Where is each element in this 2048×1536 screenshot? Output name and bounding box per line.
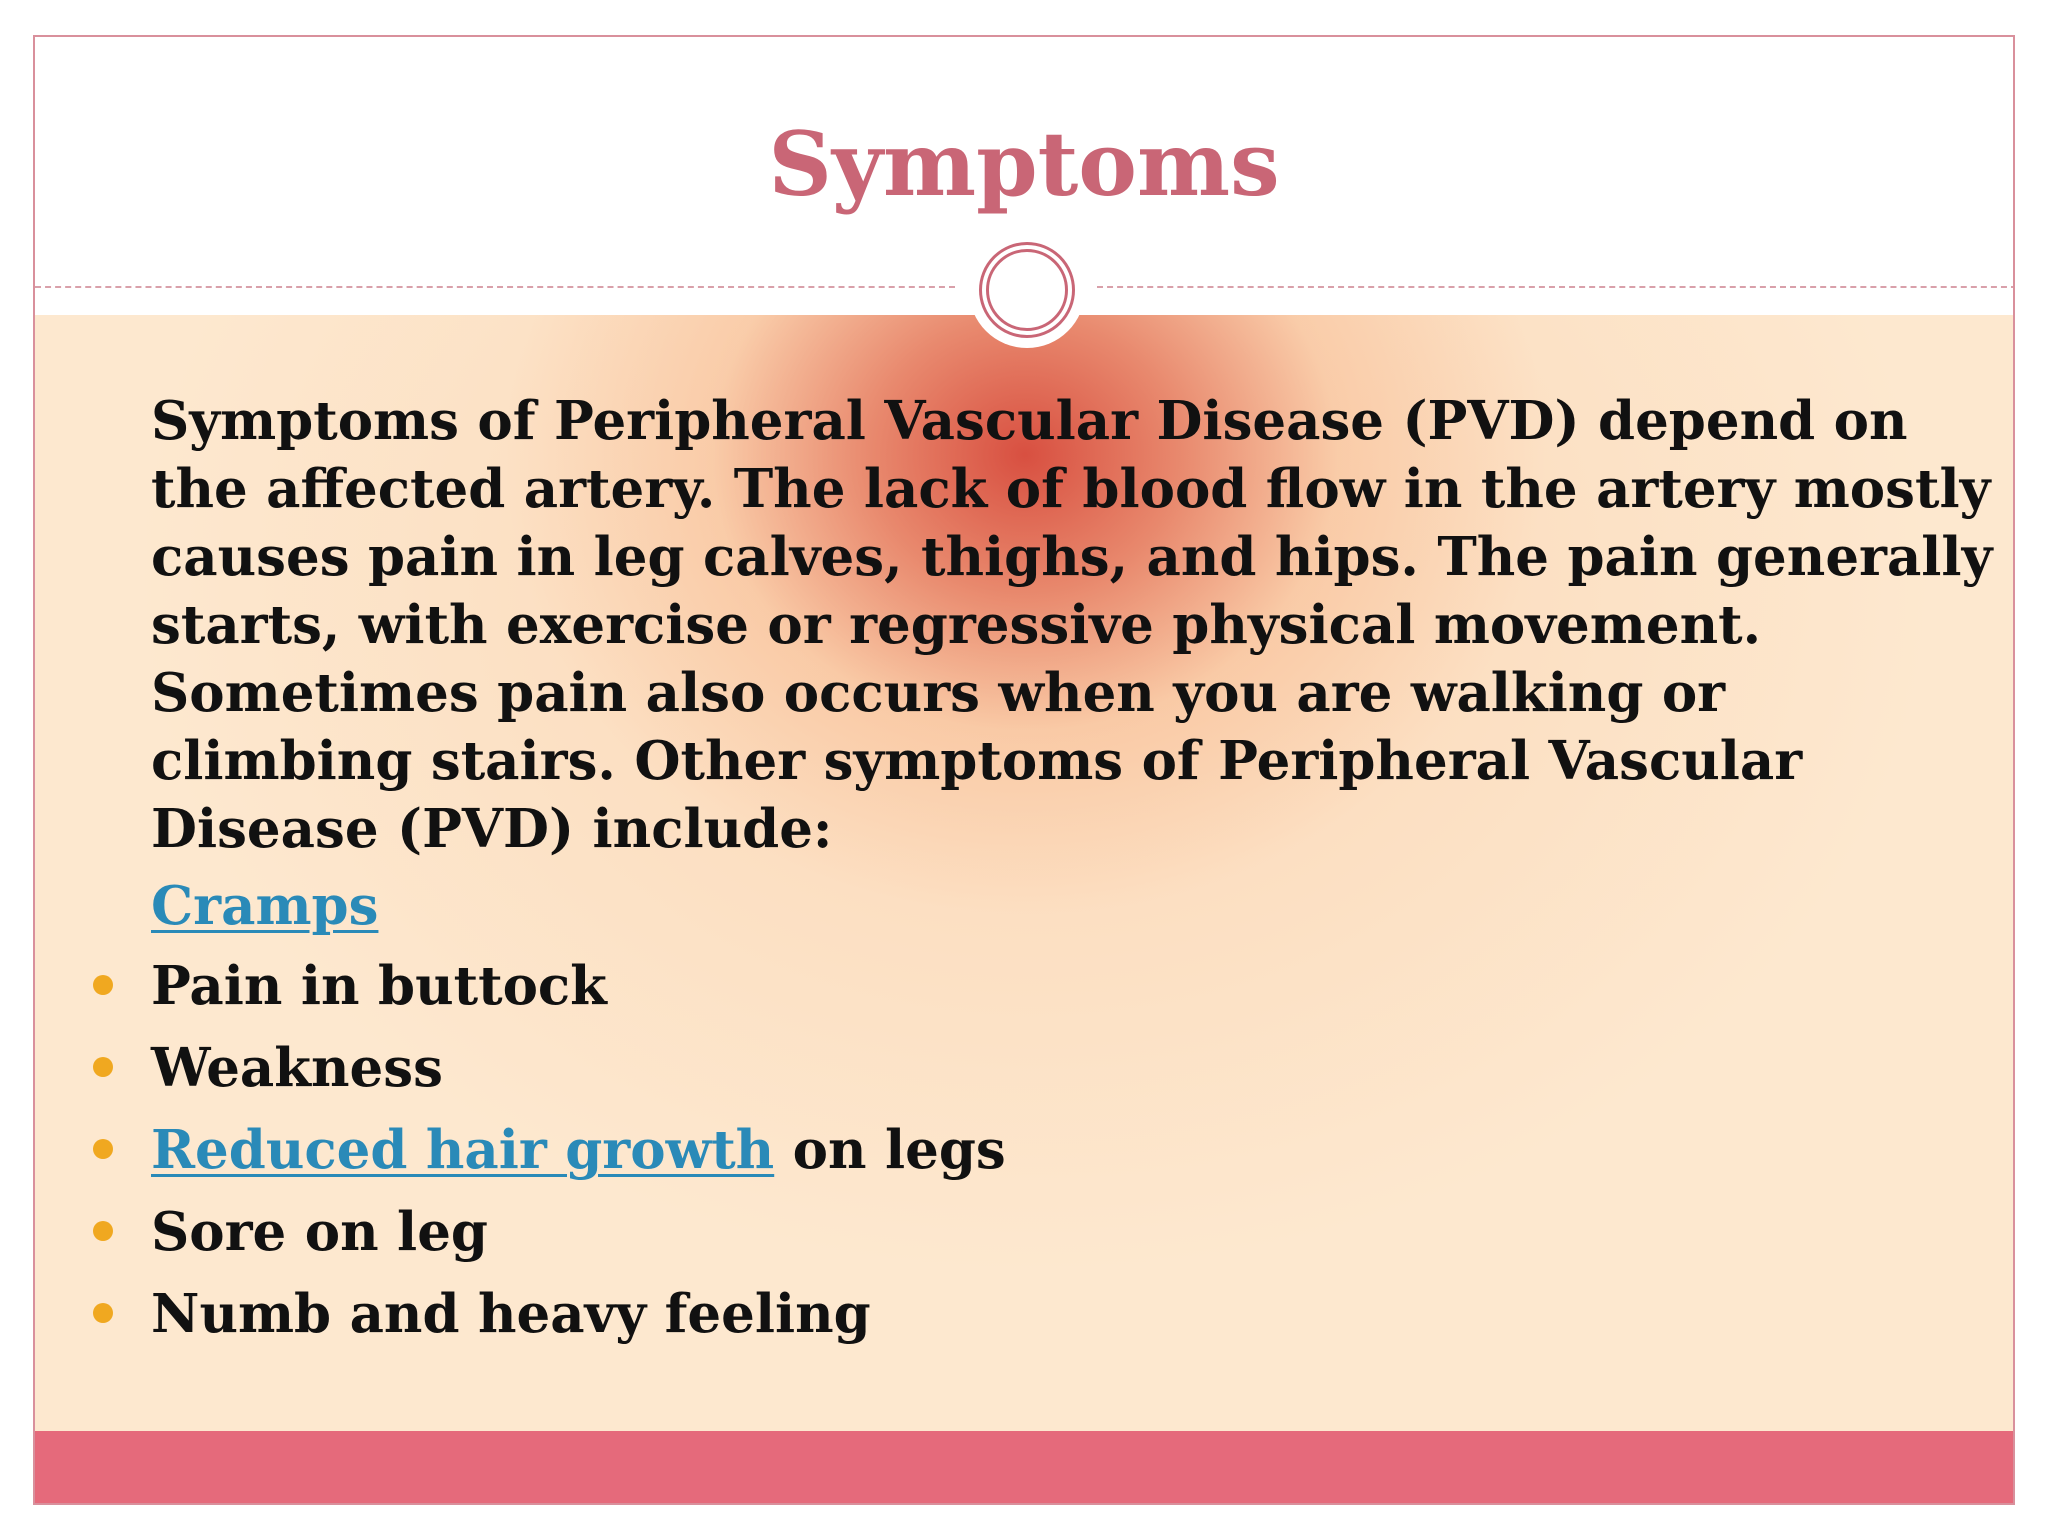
list-item-text: Numb and heavy feeling — [151, 1283, 871, 1345]
footer-bar — [35, 1431, 2013, 1503]
intro-line: starts, with exercise or regressive physical movement. — [151, 594, 1762, 656]
list-item — [35, 1116, 2013, 1198]
symptom-list — [35, 952, 2013, 1362]
list-item — [35, 1198, 2013, 1280]
bullet-dot-icon — [93, 1303, 113, 1323]
intro-line: Sometimes pain also occurs when you are walking or — [151, 662, 1726, 724]
slide-title: Symptoms — [768, 112, 1280, 216]
list-item-text: Pain in buttock — [151, 955, 607, 1017]
ring-ornament-icon — [969, 232, 1085, 348]
list-item-text: Weakness — [151, 1037, 443, 1099]
ring-inner — [986, 249, 1068, 331]
header-divider-right — [1097, 286, 2015, 288]
list-item-text: Sore on leg — [151, 1201, 488, 1263]
bullet-dot-icon — [93, 1057, 113, 1077]
intro-line: causes pain in leg calves, thighs, and hips. The pain generally — [151, 526, 1993, 588]
cramps-line — [151, 872, 378, 940]
list-item — [35, 952, 2013, 1034]
list-item-text — [151, 1116, 1006, 1184]
cramps-link[interactable]: Cramps — [151, 875, 379, 937]
intro-line: Disease (PVD) include: — [151, 798, 833, 860]
intro-line: Symptoms of Peripheral Vascular Disease (PVD) depend on — [151, 390, 1908, 452]
header-divider-left — [35, 286, 955, 288]
slide — [33, 35, 2015, 1505]
list-item-suffix: on legs — [774, 1119, 1006, 1181]
intro-paragraph — [151, 387, 2011, 863]
list-item — [35, 1034, 2013, 1116]
bullet-dot-icon — [93, 975, 113, 995]
reduced-hair-growth-link[interactable]: Reduced hair growth — [151, 1119, 775, 1181]
bullet-dot-icon — [93, 1221, 113, 1241]
intro-line: climbing stairs. Other symptoms of Peripheral Vascular — [151, 730, 1803, 792]
list-item — [35, 1280, 2013, 1362]
intro-line: the affected artery. The lack of blood flow in the artery mostly — [151, 458, 1991, 520]
bullet-dot-icon — [93, 1139, 113, 1159]
